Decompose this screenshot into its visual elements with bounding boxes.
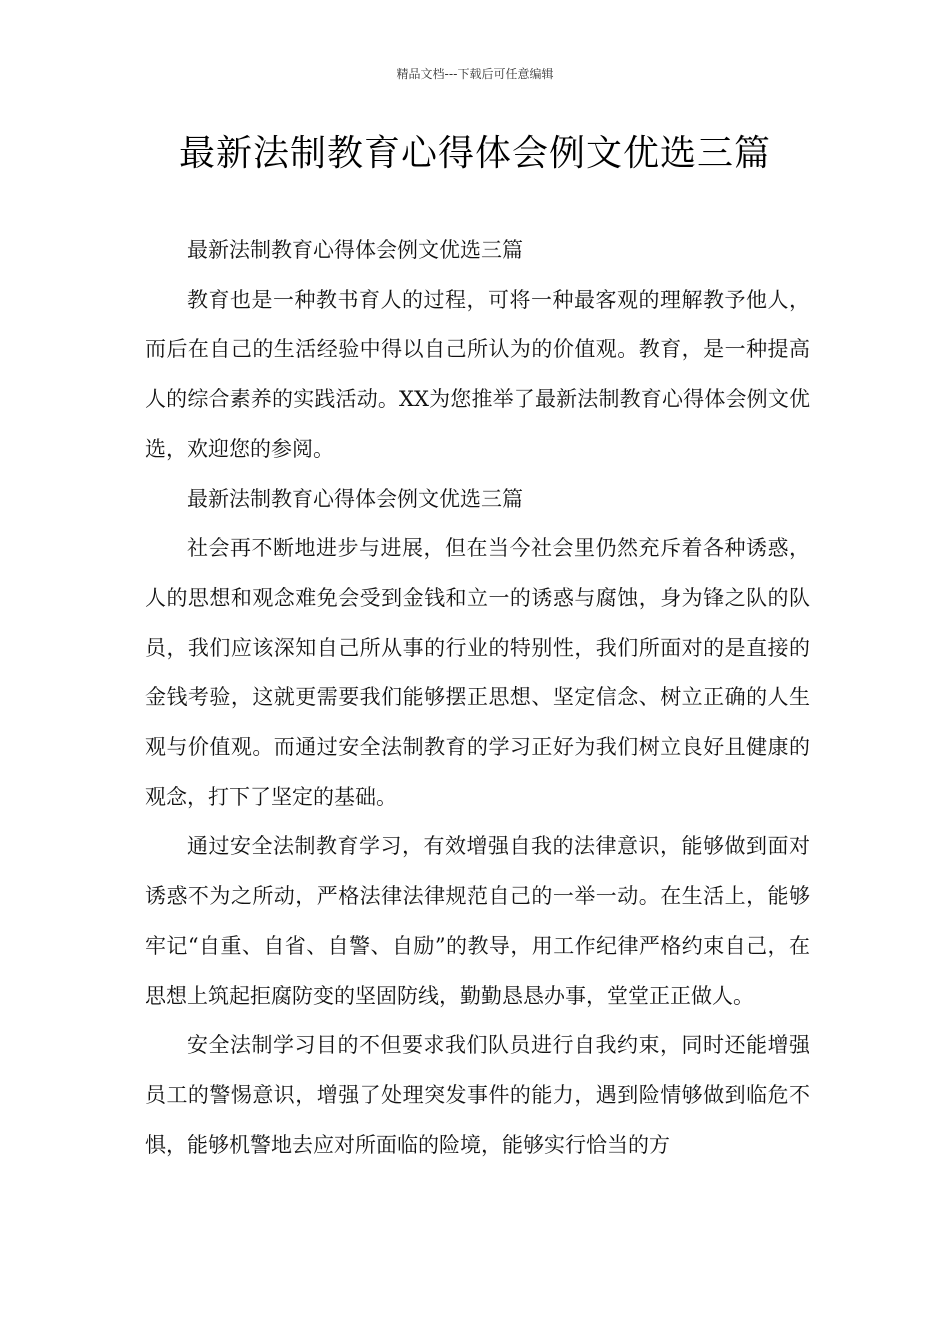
paragraph-safety-study: 安全法制学习目的不但要求我们队员进行自我约束，同时还能增强员工的警惕意识，增强了处理突发事件的能力，遇到险情够做到临危不惧，能够机警地去应对所面临的险境，能够实行恰当的方 — [145, 1033, 810, 1157]
paragraph-subtitle-repeat: 最新法制教育心得体会例文优选三篇 — [187, 486, 523, 511]
document-title: 最新法制教育心得体会例文优选三篇 — [178, 133, 771, 174]
paragraph-intro: 教育也是一种教书育人的过程，可将一种最客观的理解教予他人，而后在自己的生活经验中得以自己所认为的价值观。教育，是一种提高人的综合素养的实践活动。XX为您推举了最新法制教育心得体会例文优选，欢迎您的参阅。 — [145, 287, 810, 461]
paragraph-society: 社会再不断地进步与进展，但在当今社会里仍然充斥着各种诱惑，人的思想和观念难免会受到金钱和立一的诱惑与腐蚀，身为锋之队的队员，我们应该深知自己所从事的行业的特别性，我们所面对的是直接的金钱考验，这就更需要我们能够摆正思想、坚定信念、树立正确的人生观与价值观。而通过安全法制教育的学习正好为我们树立良好且健康的观念，打下了坚定的基础。 — [145, 536, 810, 809]
header-note: 精品文档---下载后可任意编辑 — [396, 67, 554, 81]
paragraph-law-awareness: 通过安全法制教育学习，有效增强自我的法律意识，能够做到面对诱惑不为之所动，严格法律法律规范自己的一举一动。在生活上，能够牢记“自重、自省、自警、自励”的教导，用工作纪律严格约束自己，在思想上筑起拒腐防变的坚固防线，勤勤恳恳办事，堂堂正正做人。 — [145, 834, 810, 1008]
paragraph-subtitle: 最新法制教育心得体会例文优选三篇 — [187, 238, 523, 262]
document-body — [145, 226, 810, 1170]
